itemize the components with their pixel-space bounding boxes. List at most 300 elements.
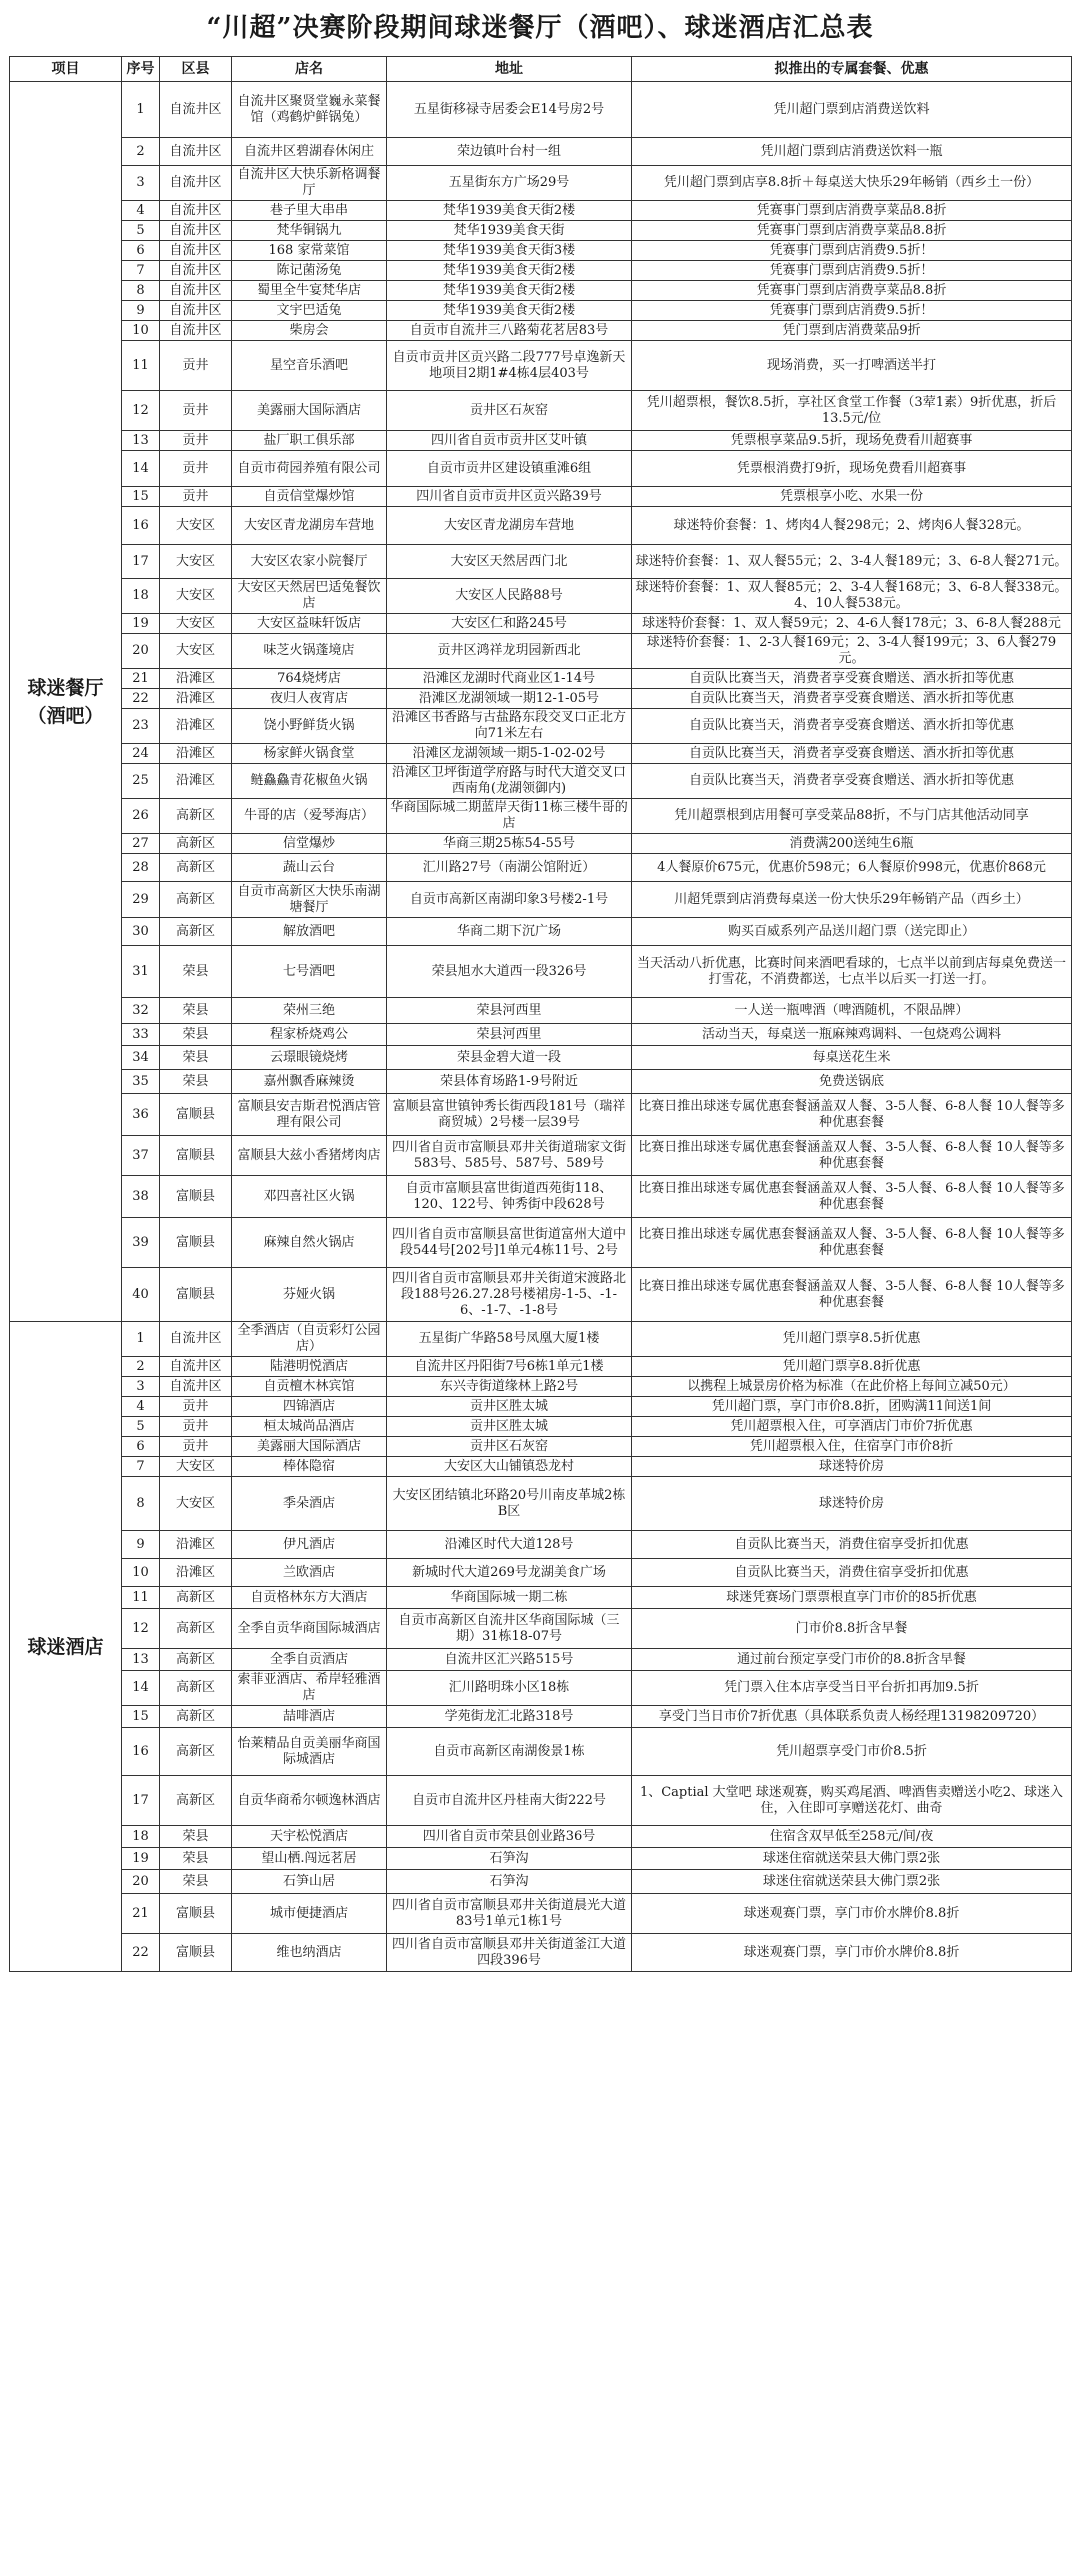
address-cell: 贡井区石灰窑 [387,1437,632,1457]
table-row [10,764,1072,799]
seq-cell: 20 [122,1870,160,1894]
address-cell: 石笋沟 [387,1870,632,1894]
county-cell: 沿滩区 [160,669,232,689]
name-cell: 棒体隐宿 [232,1457,387,1477]
seq-cell: 6 [122,241,160,261]
offer-cell: 凭票根享小吃、水果一份 [632,487,1072,507]
seq-cell: 7 [122,261,160,281]
county-cell: 荣县 [160,998,232,1024]
name-cell: 自流井区聚贤堂巍永菜餐馆（鸡鹤炉鲜锅兔） [232,82,387,138]
offer-cell: 比赛日推出球迷专属优惠套餐涵盖双人餐、3-5人餐、6-8人餐 10人餐等多种优惠套餐 [632,1176,1072,1218]
county-cell: 荣县 [160,1848,232,1870]
name-cell: 富顺县安吉斯君悦酒店管理有限公司 [232,1094,387,1136]
address-cell: 五星街移禄寺居委会E14号房2号 [387,82,632,138]
address-cell: 自贡市高新区南湖俊景1栋 [387,1728,632,1776]
name-cell: 柴房会 [232,321,387,341]
name-cell: 城市便捷酒店 [232,1894,387,1934]
header-item: 项目 [10,57,122,82]
seq-cell: 39 [122,1218,160,1268]
address-cell: 沿滩区龙湖时代商业区1-14号 [387,669,632,689]
address-cell: 荣县河西里 [387,998,632,1024]
table-row [10,1417,1072,1437]
county-cell: 大安区 [160,614,232,634]
table-row [10,1437,1072,1457]
address-cell: 四川省自贡市贡井区贡兴路39号 [387,487,632,507]
name-cell: 陈记菌汤兔 [232,261,387,281]
table-row [10,1268,1072,1322]
county-cell: 富顺县 [160,1268,232,1322]
address-cell: 大安区青龙湖房车营地 [387,507,632,545]
offer-cell: 现场消费，买一打啤酒送半打 [632,341,1072,391]
county-cell: 高新区 [160,799,232,834]
address-cell: 沿滩区时代大道128号 [387,1531,632,1559]
name-cell: 文宇巴适兔 [232,301,387,321]
address-cell: 自贡市高新区南湖印象3号楼2-1号 [387,882,632,918]
address-cell: 大安区团结镇北环路20号川南皮革城2栋B区 [387,1477,632,1531]
county-cell: 自流井区 [160,1357,232,1377]
table-row [10,946,1072,998]
name-cell: 全季自贡华商国际城酒店 [232,1609,387,1649]
seq-cell: 32 [122,998,160,1024]
offer-cell: 自贡队比赛当天，消费者享受赛食赠送、酒水折扣等优惠 [632,764,1072,799]
offer-cell: 自贡队比赛当天，消费者享受赛食赠送、酒水折扣等优惠 [632,744,1072,764]
seq-cell: 15 [122,1706,160,1728]
seq-cell: 21 [122,1894,160,1934]
address-cell: 汇川路27号（南湖公馆附近） [387,854,632,882]
county-cell: 高新区 [160,1609,232,1649]
header-name: 店名 [232,57,387,82]
county-cell: 富顺县 [160,1218,232,1268]
table-row [10,998,1072,1024]
name-cell: 蔬山云台 [232,854,387,882]
county-cell: 自流井区 [160,241,232,261]
seq-cell: 9 [122,301,160,321]
address-cell: 沿滩区龙湖领域一期5-1-02-02号 [387,744,632,764]
table-row [10,451,1072,487]
offer-cell: 自贡队比赛当天，消费者享受赛食赠送、酒水折扣等优惠 [632,709,1072,744]
offer-cell: 球迷观赛门票，享门市价水牌价8.8折 [632,1894,1072,1934]
address-cell: 华商三期25栋54-55号 [387,834,632,854]
seq-cell: 19 [122,614,160,634]
address-cell: 自贡市高新区自流井区华商国际城（三期）31栋18-07号 [387,1609,632,1649]
seq-cell: 21 [122,669,160,689]
seq-cell: 3 [122,166,160,201]
offer-cell: 免费送锅底 [632,1070,1072,1094]
table-row [10,1559,1072,1587]
table-row [10,507,1072,545]
table-row [10,579,1072,614]
table-header-row [10,57,1072,82]
table-row [10,669,1072,689]
address-cell: 自贡市贡井区建设镇重滩6组 [387,451,632,487]
address-cell: 四川省自贡市富顺县邓井关街道晨光大道83号1单元1栋1号 [387,1894,632,1934]
seq-cell: 28 [122,854,160,882]
address-cell: 四川省自贡市富顺县邓井关街道釜江大道四段396号 [387,1934,632,1972]
seq-cell: 18 [122,579,160,614]
table-row [10,1934,1072,1972]
address-cell: 汇川路明珠小区18栋 [387,1671,632,1706]
offer-cell: 每桌送花生米 [632,1046,1072,1070]
offer-cell: 当天活动八折优惠，比赛时间来酒吧看球的，七点半以前到店每桌免费送一打雪花，不消费都送，七点半以后买一打送一打。 [632,946,1072,998]
name-cell: 石笋山居 [232,1870,387,1894]
county-cell: 大安区 [160,1477,232,1531]
address-cell: 自流井区丹阳街7号6栋1单元1楼 [387,1357,632,1377]
offer-cell: 以携程上城景房价格为标准（在此价格上每间立减50元） [632,1377,1072,1397]
table-row [10,1218,1072,1268]
seq-cell: 18 [122,1826,160,1848]
offer-cell: 通过前台预定享受门市价的8.8折含早餐 [632,1649,1072,1671]
seq-cell: 17 [122,1776,160,1826]
name-cell: 信堂爆炒 [232,834,387,854]
county-cell: 自流井区 [160,82,232,138]
name-cell: 大安区天然居巴适兔餐饮店 [232,579,387,614]
address-cell: 沿滩区卫坪街道学府路与时代大道交叉口西南角(龙湖领御内) [387,764,632,799]
name-cell: 索菲亚酒店、希岸轻雅酒店 [232,1671,387,1706]
offer-cell: 凭赛事门票到店消费享菜品8.8折 [632,281,1072,301]
offer-cell: 凭赛事门票到店消费9.5折！ [632,261,1072,281]
table-row [10,1322,1072,1357]
seq-cell: 4 [122,1397,160,1417]
seq-cell: 5 [122,1417,160,1437]
county-cell: 荣县 [160,1046,232,1070]
address-cell: 华商二期下沉广场 [387,918,632,946]
table-row [10,341,1072,391]
offer-cell: 凭赛事门票到店消费9.5折！ [632,241,1072,261]
name-cell: 芬娅火锅 [232,1268,387,1322]
offer-cell: 球迷特价房 [632,1457,1072,1477]
table-row [10,1457,1072,1477]
offer-cell: 住宿含双早低至258元/间/夜 [632,1826,1072,1848]
offer-cell: 球迷特价房 [632,1477,1072,1531]
table-row [10,1377,1072,1397]
table-row [10,1728,1072,1776]
offer-cell: 球迷特价套餐：1、双人餐55元；2、3-4人餐189元；3、6-8人餐271元。 [632,545,1072,579]
name-cell: 自贡市荷园养殖有限公司 [232,451,387,487]
seq-cell: 10 [122,1559,160,1587]
seq-cell: 23 [122,709,160,744]
table-row [10,301,1072,321]
seq-cell: 3 [122,1377,160,1397]
address-cell: 自贡市富顺县富世街道西苑街118、120、122号、钟秀街中段628号 [387,1176,632,1218]
table-row [10,1176,1072,1218]
address-cell: 富顺县富世镇钟秀长街西段181号（瑞祥商贸城）2号楼一层39号 [387,1094,632,1136]
seq-cell: 34 [122,1046,160,1070]
header-offer: 拟推出的专属套餐、优惠 [632,57,1072,82]
address-cell: 贡井区胜太城 [387,1397,632,1417]
seq-cell: 4 [122,201,160,221]
offer-cell: 凭川超门票到店消费送饮料一瓶 [632,138,1072,166]
name-cell: 自贡市高新区大快乐南湖塘餐厅 [232,882,387,918]
table-row [10,1136,1072,1176]
county-cell: 贡井 [160,1397,232,1417]
address-cell: 大安区天然居西门北 [387,545,632,579]
table-body [10,82,1072,1972]
address-cell: 荣县金碧大道一段 [387,1046,632,1070]
county-cell: 富顺县 [160,1094,232,1136]
table-row [10,431,1072,451]
county-cell: 荣县 [160,1024,232,1046]
county-cell: 沿滩区 [160,744,232,764]
name-cell: 自流井区大快乐新格调餐厅 [232,166,387,201]
county-cell: 自流井区 [160,321,232,341]
county-cell: 高新区 [160,1706,232,1728]
name-cell: 程家桥烧鸡公 [232,1024,387,1046]
county-cell: 自流井区 [160,221,232,241]
offer-cell: 自贡队比赛当天，消费住宿享受折扣优惠 [632,1531,1072,1559]
county-cell: 自流井区 [160,1377,232,1397]
address-cell: 自流井区汇兴路515号 [387,1649,632,1671]
table-row [10,1848,1072,1870]
offer-cell: 球迷特价套餐：1、2-3人餐169元；2、3-4人餐199元；3、6人餐279元。 [632,634,1072,669]
seq-cell: 27 [122,834,160,854]
seq-cell: 8 [122,281,160,301]
seq-cell: 29 [122,882,160,918]
table-row [10,545,1072,579]
seq-cell: 12 [122,391,160,431]
name-cell: 大安区青龙湖房车营地 [232,507,387,545]
name-cell: 星空音乐酒吧 [232,341,387,391]
name-cell: 云璟眼镜烧烤 [232,1046,387,1070]
seq-cell: 36 [122,1094,160,1136]
header-county: 区县 [160,57,232,82]
county-cell: 贡井 [160,1437,232,1457]
header-seq: 序号 [122,57,160,82]
county-cell: 大安区 [160,634,232,669]
seq-cell: 6 [122,1437,160,1457]
address-cell: 大安区大山铺镇恐龙村 [387,1457,632,1477]
table-row [10,321,1072,341]
address-cell: 四川省自贡市贡井区艾叶镇 [387,431,632,451]
table-row [10,1024,1072,1046]
offer-cell: 凭赛事门票到店消费9.5折！ [632,301,1072,321]
address-cell: 华商国际城二期蓝岸天街11栋三楼牛哥的店 [387,799,632,834]
offer-cell: 凭川超门票，享门市价8.8折，团购满11间送1间 [632,1397,1072,1417]
table-row [10,1046,1072,1070]
county-cell: 沿滩区 [160,1531,232,1559]
offer-cell: 凭川超票根入住，可享酒店门市价7折优惠 [632,1417,1072,1437]
name-cell: 怡莱精品自贡美丽华商国际城酒店 [232,1728,387,1776]
address-cell: 贡井区石灰窑 [387,391,632,431]
name-cell: 蜀里全牛宴梵华店 [232,281,387,301]
address-cell: 大安区仁和路245号 [387,614,632,634]
table-row [10,1870,1072,1894]
name-cell: 天宇松悦酒店 [232,1826,387,1848]
name-cell: 牛哥的店（爱琴海店） [232,799,387,834]
offer-cell: 凭川超门票到店享8.8折＋每桌送大快乐29年畅销（西乡土一份） [632,166,1072,201]
section-label: 球迷酒店 [10,1322,122,1972]
county-cell: 贡井 [160,341,232,391]
address-cell: 五星街东方广场29号 [387,166,632,201]
address-cell: 梵华1939美食天街2楼 [387,281,632,301]
county-cell: 贡井 [160,431,232,451]
offer-cell: 凭川超票根到店用餐可享受菜品88折，不与门店其他活动同享 [632,799,1072,834]
seq-cell: 16 [122,1728,160,1776]
table-row [10,1357,1072,1377]
offer-cell: 比赛日推出球迷专属优惠套餐涵盖双人餐、3-5人餐、6-8人餐 10人餐等多种优惠套餐 [632,1218,1072,1268]
table-row [10,1531,1072,1559]
address-cell: 沿滩区龙湖领域一期12-1-05号 [387,689,632,709]
county-cell: 荣县 [160,1070,232,1094]
address-cell: 石笋沟 [387,1848,632,1870]
address-cell: 贡井区鸿祥龙玥园新西北 [387,634,632,669]
county-cell: 荣县 [160,1826,232,1848]
offer-cell: 凭川超门票享8.8折优惠 [632,1357,1072,1377]
name-cell: 全季自贡酒店 [232,1649,387,1671]
name-cell: 嘉州飘香麻辣烫 [232,1070,387,1094]
address-cell: 大安区人民路88号 [387,579,632,614]
name-cell: 764烧烤店 [232,669,387,689]
name-cell: 解放酒吧 [232,918,387,946]
name-cell: 兰欧酒店 [232,1559,387,1587]
table-row [10,487,1072,507]
table-row [10,221,1072,241]
name-cell: 自流井区碧湖春休闲庄 [232,138,387,166]
seq-cell: 13 [122,1649,160,1671]
seq-cell: 30 [122,918,160,946]
table-row [10,1776,1072,1826]
seq-cell: 11 [122,341,160,391]
name-cell: 巷子里大串串 [232,201,387,221]
address-cell: 自贡市贡井区贡兴路二段777号卓逸新天地项目2期1#4栋4层403号 [387,341,632,391]
county-cell: 沿滩区 [160,1559,232,1587]
county-cell: 高新区 [160,918,232,946]
table-row [10,1587,1072,1609]
county-cell: 高新区 [160,882,232,918]
offer-cell: 凭票根享菜品9.5折，现场免费看川超赛事 [632,431,1072,451]
address-cell: 四川省自贡市荣县创业路36号 [387,1826,632,1848]
seq-cell: 19 [122,1848,160,1870]
seq-cell: 9 [122,1531,160,1559]
seq-cell: 14 [122,451,160,487]
name-cell: 季朵酒店 [232,1477,387,1531]
seq-cell: 13 [122,431,160,451]
offer-cell: 凭赛事门票到店消费享菜品8.8折 [632,201,1072,221]
address-cell: 荣县体育场路1-9号附近 [387,1070,632,1094]
name-cell: 168 家常菜馆 [232,241,387,261]
offer-cell: 凭川超票享受门市价8.5折 [632,1728,1072,1776]
seq-cell: 35 [122,1070,160,1094]
name-cell: 喆啡酒店 [232,1706,387,1728]
offer-cell: 消费满200送纯生6瓶 [632,834,1072,854]
offer-cell: 球迷特价套餐：1、双人餐59元；2、4-6人餐178元；3、6-8人餐288元 [632,614,1072,634]
name-cell: 自贡华商希尔顿逸林酒店 [232,1776,387,1826]
name-cell: 鲢鱻鱻青花椒鱼火锅 [232,764,387,799]
table-row [10,689,1072,709]
address-cell: 新城时代大道269号龙湖美食广场 [387,1559,632,1587]
offer-cell: 比赛日推出球迷专属优惠套餐涵盖双人餐、3-5人餐、6-8人餐 10人餐等多种优惠套餐 [632,1136,1072,1176]
seq-cell: 20 [122,634,160,669]
county-cell: 富顺县 [160,1934,232,1972]
name-cell: 美露丽大国际酒店 [232,1437,387,1457]
seq-cell: 2 [122,1357,160,1377]
address-cell: 荣县旭水大道西一段326号 [387,946,632,998]
county-cell: 贡井 [160,391,232,431]
name-cell: 自贡信堂爆炒馆 [232,487,387,507]
county-cell: 自流井区 [160,166,232,201]
offer-cell: 凭门票入住本店享受当日平台折扣再加9.5折 [632,1671,1072,1706]
name-cell: 桓太城尚品酒店 [232,1417,387,1437]
offer-cell: 凭川超票根，餐饮8.5折，享社区食堂工作餐（3荤1素）9折优惠，折后13.5元/位 [632,391,1072,431]
name-cell: 美露丽大国际酒店 [232,391,387,431]
county-cell: 自流井区 [160,301,232,321]
seq-cell: 2 [122,138,160,166]
table-row [10,709,1072,744]
name-cell: 夜归人夜宵店 [232,689,387,709]
seq-cell: 24 [122,744,160,764]
name-cell: 杨家鲜火锅食堂 [232,744,387,764]
address-cell: 四川省自贡市富顺县富世街道富州大道中段544号[202号]1单元4栋11号、2号 [387,1218,632,1268]
name-cell: 梵华铜锅九 [232,221,387,241]
offer-cell: 享受门当日市价7折优惠（具体联系负责人杨经理13198209720） [632,1706,1072,1728]
offer-cell: 凭赛事门票到店消费享菜品8.8折 [632,221,1072,241]
seq-cell: 11 [122,1587,160,1609]
county-cell: 高新区 [160,1776,232,1826]
offer-cell: 球迷凭赛场门票票根直享门市价的85折优惠 [632,1587,1072,1609]
county-cell: 贡井 [160,1417,232,1437]
offer-cell: 门市价8.8折含早餐 [632,1609,1072,1649]
offer-cell: 自贡队比赛当天，消费者享受赛食赠送、酒水折扣等优惠 [632,689,1072,709]
offer-cell: 1、Captial 大堂吧 球迷观赛，购买鸡尾酒、啤酒售卖赠送小吃2、球迷入住，入住即可享赠送花灯、曲奇 [632,1776,1072,1826]
address-cell: 五星街广华路58号凤凰大厦1楼 [387,1322,632,1357]
address-cell: 四川省自贡市富顺县邓井关街道宋渡路北段188号26.27.28号楼裙房-1-5、-1-6、-1-7、-1-8号 [387,1268,632,1322]
offer-cell: 球迷特价套餐：1、双人餐85元；2、3-4人餐168元；3、6-8人餐338元。4、10人餐538元。 [632,579,1072,614]
table-row [10,834,1072,854]
name-cell: 麻辣自然火锅店 [232,1218,387,1268]
offer-cell: 凭票根消费打9折，现场免费看川超赛事 [632,451,1072,487]
county-cell: 沿滩区 [160,709,232,744]
table-row [10,281,1072,301]
table-row [10,1094,1072,1136]
seq-cell: 22 [122,689,160,709]
county-cell: 大安区 [160,545,232,579]
offer-cell: 凭川超门票到店消费送饮料 [632,82,1072,138]
address-cell: 自贡市自流井三八路菊花茗居83号 [387,321,632,341]
table-row [10,1706,1072,1728]
county-cell: 富顺县 [160,1136,232,1176]
page-title: “川超”决赛阶段期间球迷餐厅（酒吧）、球迷酒店汇总表 [206,13,874,43]
seq-cell: 5 [122,221,160,241]
address-cell: 自贡市自流井区丹桂南大街222号 [387,1776,632,1826]
table-row [10,1609,1072,1649]
address-cell: 梵华1939美食天街2楼 [387,261,632,281]
offer-cell: 凭川超门票享8.5折优惠 [632,1322,1072,1357]
name-cell: 大安区农家小院餐厅 [232,545,387,579]
offer-cell: 球迷观赛门票，享门市价水牌价8.8折 [632,1934,1072,1972]
table-row [10,1826,1072,1848]
table-row [10,82,1072,138]
county-cell: 高新区 [160,1649,232,1671]
table-row [10,1477,1072,1531]
offer-cell: 4人餐原价675元，优惠价598元；6人餐原价998元，优惠价868元 [632,854,1072,882]
table-row [10,261,1072,281]
address-cell: 四川省自贡市富顺县邓井关街道瑞家文街583号、585号、587号、589号 [387,1136,632,1176]
address-cell: 梵华1939美食天街 [387,221,632,241]
offer-cell: 比赛日推出球迷专属优惠套餐涵盖双人餐、3-5人餐、6-8人餐 10人餐等多种优惠套餐 [632,1094,1072,1136]
address-cell: 学苑街龙汇北路318号 [387,1706,632,1728]
seq-cell: 37 [122,1136,160,1176]
seq-cell: 1 [122,82,160,138]
seq-cell: 1 [122,1322,160,1357]
address-cell: 梵华1939美食天街2楼 [387,301,632,321]
offer-cell: 自贡队比赛当天，消费者享受赛食赠送、酒水折扣等优惠 [632,669,1072,689]
table-row [10,391,1072,431]
table-row [10,882,1072,918]
county-cell: 自流井区 [160,138,232,166]
offer-cell: 球迷住宿就送荣县大佛门票2张 [632,1848,1072,1870]
offer-cell: 凭川超票根入住，住宿享门市价8折 [632,1437,1072,1457]
county-cell: 大安区 [160,1457,232,1477]
seq-cell: 25 [122,764,160,799]
